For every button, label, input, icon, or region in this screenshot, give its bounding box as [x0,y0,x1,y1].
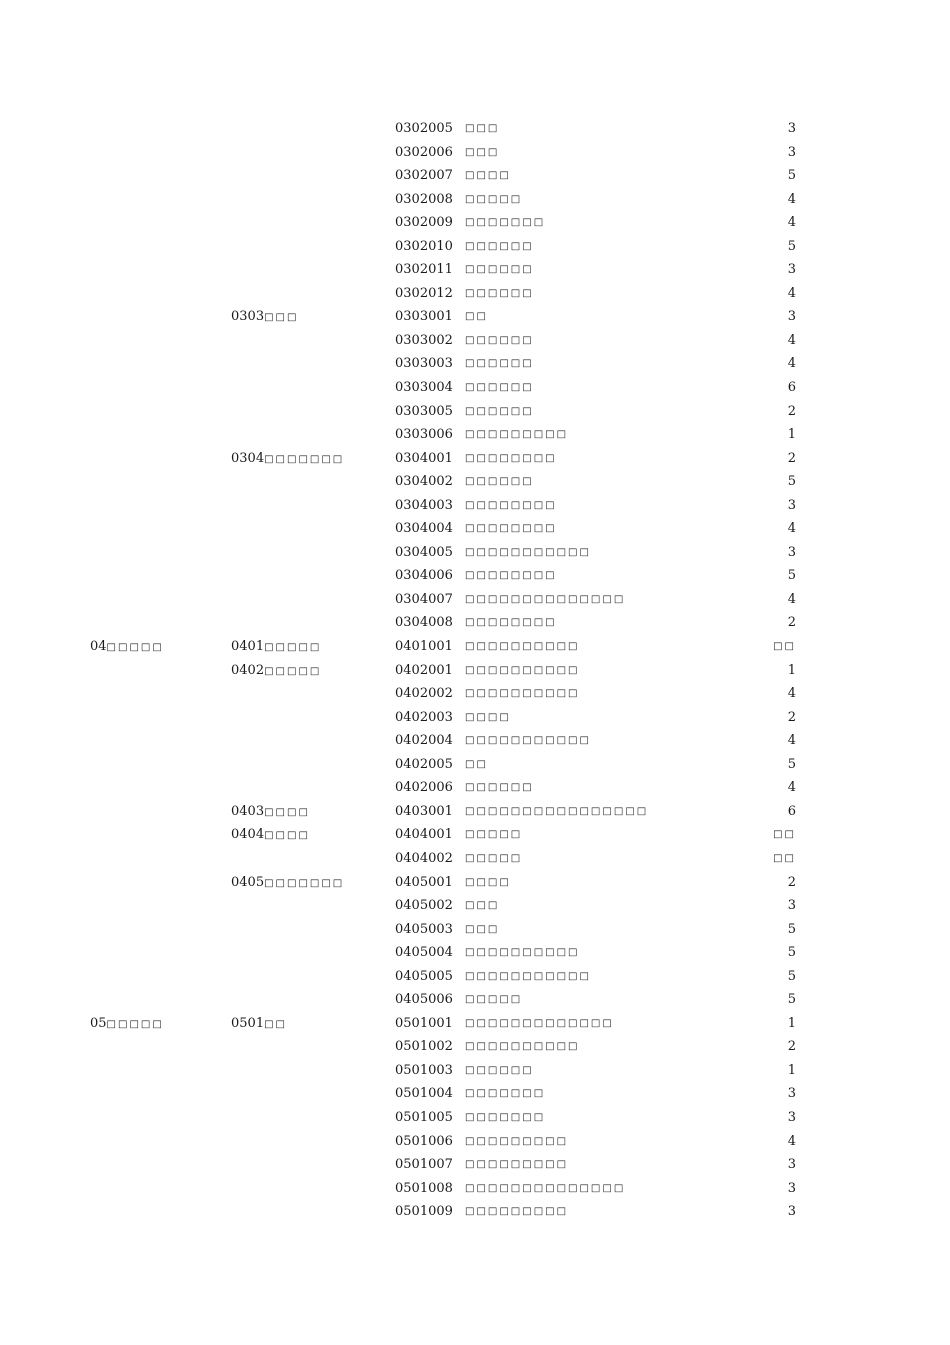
item-value-cell: 5 [787,921,796,937]
item-name-cell: □□□□□□□ [465,217,546,229]
item-value-cell: 5 [787,756,796,772]
table-row [0,659,950,683]
item-value-cell: 1 [787,427,796,443]
item-code-cell: 0501005 [395,1109,453,1125]
item-value-cell: 3 [787,262,796,278]
table-row [0,823,950,847]
table-row [0,988,950,1012]
item-value-cell: 4 [787,686,796,702]
table-row [0,447,950,471]
item-code-cell: 0402004 [395,733,453,749]
item-name-cell: □□□□□□□□□□□ [465,546,591,558]
table-row [0,682,950,706]
item-name-cell: □□□□□□□□□□□□□□ [465,593,626,605]
item-code-cell: 0303004 [395,380,453,396]
item-code-cell: 0402003 [395,709,453,725]
item-value-cell: 3 [787,898,796,914]
table-row [0,871,950,895]
table-row [0,1153,950,1177]
level2-category-cell: 0303□□□ [231,309,299,325]
item-name-cell: □□□□□□□□ [465,499,557,511]
item-name-cell: □□□□□□□□□□□□□ [465,1017,614,1029]
item-value-cell: 1 [787,1015,796,1031]
item-code-cell: 0405005 [395,968,453,984]
item-value-cell: □□ [773,829,796,841]
level2-category-cell: 0401□□□□□ [231,639,322,655]
item-name-cell: □□□□□□□ [465,1088,546,1100]
level2-category-cell: 0404□□□□ [231,827,310,843]
item-name-cell: □□□□□□ [465,287,534,299]
table-row [0,282,950,306]
item-value-cell: 3 [787,121,796,136]
item-code-cell: 0402001 [395,662,453,678]
item-code-cell: 0405003 [395,921,453,937]
item-name-cell: □□□□□□ [465,264,534,276]
table-row [0,588,950,612]
item-code-cell: 0402002 [395,686,453,702]
item-name-cell: □□□□□□□□□□□□□□ [465,1182,626,1194]
item-code-cell: 0304002 [395,474,453,490]
table-row [0,329,950,353]
item-value-cell: 3 [787,544,796,560]
item-name-cell: □□□□□□□□ [465,523,557,535]
item-name-cell: □□ [465,311,488,323]
item-value-cell: 4 [787,356,796,372]
table-row [0,258,950,282]
item-code-cell: 0303005 [395,403,453,419]
item-value-cell: 2 [787,450,796,466]
table-row [0,1012,950,1036]
table-row [0,117,950,141]
table-row [0,423,950,447]
item-value-cell: 5 [787,474,796,490]
table-row [0,400,950,424]
item-name-cell: □□□□□□□□□ [465,429,569,441]
item-value-cell: □□ [773,641,796,653]
item-code-cell: 0302009 [395,215,453,231]
item-code-cell: 0304003 [395,497,453,513]
item-code-cell: 0304007 [395,591,453,607]
table-row [0,611,950,635]
item-code-cell: 0401001 [395,639,453,655]
table-row [0,965,950,989]
table-row [0,1130,950,1154]
item-code-cell: 0501007 [395,1157,453,1173]
table-row [0,211,950,235]
table-row [0,188,950,212]
table-row [0,729,950,753]
item-name-cell: □□□□□□□ [465,1111,546,1123]
table-row [0,352,950,376]
table-row [0,800,950,824]
table-row [0,941,950,965]
item-code-cell: 0404001 [395,827,453,843]
item-code-cell: 0304008 [395,615,453,631]
item-name-cell: □□□□□□ [465,358,534,370]
item-value-cell: 5 [787,568,796,584]
item-value-cell: 4 [787,733,796,749]
item-name-cell: □□□□□□ [465,382,534,394]
item-name-cell: □□□□ [465,711,511,723]
item-name-cell: □□□ [465,123,500,134]
item-code-cell: 0501002 [395,1039,453,1055]
item-name-cell: □□□□□□□□□□□ [465,970,591,982]
item-value-cell: 4 [787,215,796,231]
item-name-cell: □□□□□□□□ [465,617,557,629]
item-value-cell: 4 [787,332,796,348]
item-value-cell: 4 [787,591,796,607]
item-code-cell: 0405002 [395,898,453,914]
item-value-cell: □□ [773,852,796,864]
table-row [0,847,950,871]
item-name-cell: □□ [465,758,488,770]
item-code-cell: 0405001 [395,874,453,890]
item-name-cell: □□□□□ [465,193,523,205]
item-value-cell: 3 [787,1157,796,1173]
item-code-cell: 0302005 [395,121,453,136]
item-name-cell: □□□□□ [465,852,523,864]
item-code-cell: 0303001 [395,309,453,325]
item-code-cell: 0304001 [395,450,453,466]
table-row [0,564,950,588]
item-code-cell: 0402006 [395,780,453,796]
item-value-cell: 5 [787,168,796,184]
level1-category-cell: 05□□□□□ [90,1015,164,1031]
item-value-cell: 5 [787,968,796,984]
item-name-cell: □□□ [465,923,500,935]
item-name-cell: □□□□ [465,170,511,182]
item-value-cell: 4 [787,191,796,207]
item-value-cell: 2 [787,1039,796,1055]
item-code-cell: 0501004 [395,1086,453,1102]
item-code-cell: 0501001 [395,1015,453,1031]
level2-category-cell: 0402□□□□□ [231,662,322,678]
item-value-cell: 4 [787,780,796,796]
table-row [0,1082,950,1106]
item-name-cell: □□□□□□□□□□□ [465,735,591,747]
item-name-cell: □□□□□□□□ [465,570,557,582]
item-name-cell: □□□□□□□□□□ [465,664,580,676]
item-value-cell: 4 [787,1133,796,1149]
table-row [0,1106,950,1130]
item-code-cell: 0302006 [395,144,453,160]
item-code-cell: 0302010 [395,238,453,254]
level2-category-cell: 0405□□□□□□□ [231,874,345,890]
item-code-cell: 0404002 [395,850,453,866]
item-value-cell: 3 [787,1204,796,1220]
item-name-cell: □□□□□□□□□□□□□□□□ [465,805,649,817]
table-row [0,494,950,518]
table-row [0,918,950,942]
item-code-cell: 0304005 [395,544,453,560]
item-value-cell: 5 [787,945,796,961]
item-code-cell: 0303006 [395,427,453,443]
item-code-cell: 0403001 [395,803,453,819]
table-row [0,1035,950,1059]
table-row [0,164,950,188]
item-value-cell: 2 [787,403,796,419]
item-name-cell: □□□□□□ [465,1064,534,1076]
item-name-cell: □□□□□□□□□ [465,1206,569,1218]
table-row [0,517,950,541]
item-name-cell: □□□□□□ [465,334,534,346]
table-row [0,753,950,777]
category-table [0,117,950,1224]
item-name-cell: □□□□□□□□□□ [465,1041,580,1053]
item-code-cell: 0501006 [395,1133,453,1149]
item-code-cell: 0303003 [395,356,453,372]
table-row [0,776,950,800]
item-value-cell: 6 [787,803,796,819]
item-code-cell: 0501008 [395,1180,453,1196]
item-name-cell: □□□□□□□□□□ [465,688,580,700]
item-code-cell: 0302007 [395,168,453,184]
item-name-cell: □□□□□ [465,829,523,841]
item-code-cell: 0302008 [395,191,453,207]
item-value-cell: 3 [787,1109,796,1125]
table-row [0,470,950,494]
table-row [0,141,950,165]
item-name-cell: □□□□□ [465,994,523,1006]
item-value-cell: 3 [787,497,796,513]
item-value-cell: 3 [787,1180,796,1196]
item-code-cell: 0302012 [395,285,453,301]
item-value-cell: 2 [787,874,796,890]
item-code-cell: 0302011 [395,262,453,278]
table-row [0,376,950,400]
item-name-cell: □□□□□□ [465,476,534,488]
item-code-cell: 0501009 [395,1204,453,1220]
item-code-cell: 0402005 [395,756,453,772]
table-row [0,1059,950,1083]
item-name-cell: □□□□□□□□□ [465,1159,569,1171]
item-name-cell: □□□□□□ [465,240,534,252]
item-value-cell: 2 [787,709,796,725]
level2-category-cell: 0501□□ [231,1015,287,1031]
table-row [0,541,950,565]
item-name-cell: □□□□□□□□□□ [465,641,580,653]
item-value-cell: 3 [787,309,796,325]
table-row [0,1177,950,1201]
table-row [0,1200,950,1224]
item-name-cell: □□□□ [465,876,511,888]
item-value-cell: 4 [787,521,796,537]
item-name-cell: □□□ [465,146,500,158]
table-row [0,706,950,730]
item-name-cell: □□□□□□□□□□ [465,947,580,959]
item-name-cell: □□□ [465,900,500,912]
table-row [0,305,950,329]
level1-category-cell: 04□□□□□ [90,639,164,655]
table-row [0,894,950,918]
item-code-cell: 0405006 [395,992,453,1008]
table-row [0,635,950,659]
level2-category-cell: 0403□□□□ [231,803,310,819]
item-name-cell: □□□□□□□□ [465,452,557,464]
item-name-cell: □□□□□□□□□ [465,1135,569,1147]
level2-category-cell: 0304□□□□□□□ [231,450,345,466]
item-code-cell: 0304004 [395,521,453,537]
item-value-cell: 3 [787,1086,796,1102]
item-value-cell: 3 [787,144,796,160]
item-code-cell: 0501003 [395,1062,453,1078]
item-value-cell: 1 [787,1062,796,1078]
item-value-cell: 5 [787,238,796,254]
item-value-cell: 5 [787,992,796,1008]
item-value-cell: 2 [787,615,796,631]
item-name-cell: □□□□□□ [465,782,534,794]
item-value-cell: 1 [787,662,796,678]
item-value-cell: 6 [787,380,796,396]
item-value-cell: 4 [787,285,796,301]
table-row [0,235,950,259]
item-code-cell: 0303002 [395,332,453,348]
item-code-cell: 0405004 [395,945,453,961]
item-code-cell: 0304006 [395,568,453,584]
item-name-cell: □□□□□□ [465,405,534,417]
